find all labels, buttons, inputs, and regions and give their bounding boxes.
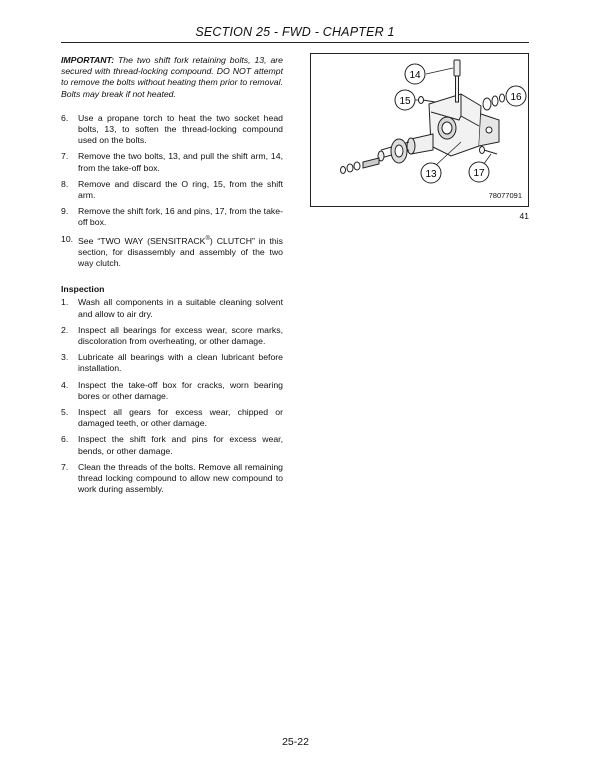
exploded-view-figure bbox=[310, 53, 529, 207]
o-ring-parts bbox=[483, 94, 505, 110]
callout-13 bbox=[421, 163, 441, 183]
callout-label: 17 bbox=[473, 168, 485, 179]
list-item bbox=[61, 234, 283, 270]
important-text: The two shift fork retaining bolts, 13, are secured with thread-locking compound. DO NOT attempt to remove the bolts without heating them prior to removal. Bolts may break if not heated. bbox=[61, 55, 283, 99]
step-text bbox=[78, 234, 283, 270]
step-number: 3. bbox=[61, 352, 69, 363]
header-rule bbox=[61, 42, 529, 43]
step-text: Inspect all gears for excess wear, chipped or damaged teeth, or other damage. bbox=[78, 406, 283, 429]
take-off-box-housing bbox=[429, 94, 499, 156]
list-item bbox=[61, 407, 283, 429]
take-off-box-illustration bbox=[311, 54, 528, 206]
step-number: 8. bbox=[61, 178, 69, 189]
list-item bbox=[61, 206, 283, 228]
step-text: Clean the threads of the bolts. Remove all remaining thread locking compound to allow new compound to work during assembly. bbox=[78, 461, 283, 495]
callout-label: 14 bbox=[409, 70, 421, 81]
step-number: 6. bbox=[61, 112, 69, 123]
step-number: 2. bbox=[61, 324, 69, 335]
callout-16 bbox=[506, 86, 526, 106]
removal-steps bbox=[61, 113, 283, 269]
step-text: Wash all components in a suitable cleaning solvent and allow to air dry. bbox=[78, 297, 283, 319]
list-item bbox=[61, 462, 283, 496]
list-item bbox=[61, 380, 283, 402]
step-text: Remove the two bolts, 13, and pull the shift arm, 14, from the take-off box. bbox=[78, 151, 283, 173]
step-number: 7. bbox=[61, 461, 69, 472]
list-item bbox=[61, 179, 283, 201]
figure-number: 41 bbox=[519, 211, 529, 221]
figure-code: 78077091 bbox=[488, 191, 522, 200]
step-text: Inspect all bearings for excess wear, score marks, discoloration from overheating, or other damage. bbox=[78, 324, 283, 346]
step-text: Inspect the shift fork and pins for excess wear, bends, or other damage. bbox=[78, 434, 283, 456]
callout-15 bbox=[395, 90, 415, 110]
important-note bbox=[61, 55, 283, 100]
step-number: 10. bbox=[61, 233, 74, 244]
callout-14 bbox=[405, 64, 425, 84]
text-column bbox=[61, 55, 283, 500]
step-text: Use a propane torch to heat the two socket head bolts, 13, to soften the thread-locking compound used on the bolts. bbox=[78, 112, 283, 146]
step-text: Remove and discard the O ring, 15, from the shift arm. bbox=[78, 178, 283, 201]
callout-label: 15 bbox=[399, 96, 411, 107]
list-item bbox=[61, 352, 283, 374]
step-text-part: ) CLUTCH” in this section, for disassembly and assembly of the two way clutch. bbox=[78, 235, 283, 268]
list-item bbox=[61, 434, 283, 456]
step-number: 4. bbox=[61, 379, 69, 390]
step-number: 5. bbox=[61, 406, 69, 417]
list-item bbox=[61, 325, 283, 347]
list-item bbox=[61, 297, 283, 319]
inspection-heading: Inspection bbox=[61, 284, 105, 295]
page-header: SECTION 25 - FWD - CHAPTER 1 bbox=[195, 25, 395, 39]
callout-label: 16 bbox=[510, 92, 522, 103]
step-text: Inspect the take-off box for cracks, worn bearing bores or other damage. bbox=[78, 379, 283, 401]
registered-mark: ® bbox=[205, 235, 210, 242]
page-number: 25-22 bbox=[282, 736, 309, 748]
step-number: 9. bbox=[61, 206, 69, 217]
step-number: 6. bbox=[61, 434, 69, 445]
list-item bbox=[61, 113, 283, 147]
step-number: 7. bbox=[61, 151, 69, 162]
inspection-steps bbox=[61, 297, 283, 495]
important-label: IMPORTANT: bbox=[61, 55, 115, 65]
step-text: Remove the shift fork, 16 and pins, 17, from the take-off box. bbox=[78, 206, 283, 228]
step-text-part: See “TWO WAY (SENSITRACK bbox=[78, 235, 206, 246]
list-item bbox=[61, 151, 283, 173]
step-text: Lubricate all bearings with a clean lubricant before installation. bbox=[78, 352, 283, 374]
clutch-shaft-assembly bbox=[341, 134, 434, 174]
callout-label: 13 bbox=[425, 169, 437, 180]
step-number: 1. bbox=[61, 297, 69, 308]
callout-17 bbox=[469, 162, 489, 182]
